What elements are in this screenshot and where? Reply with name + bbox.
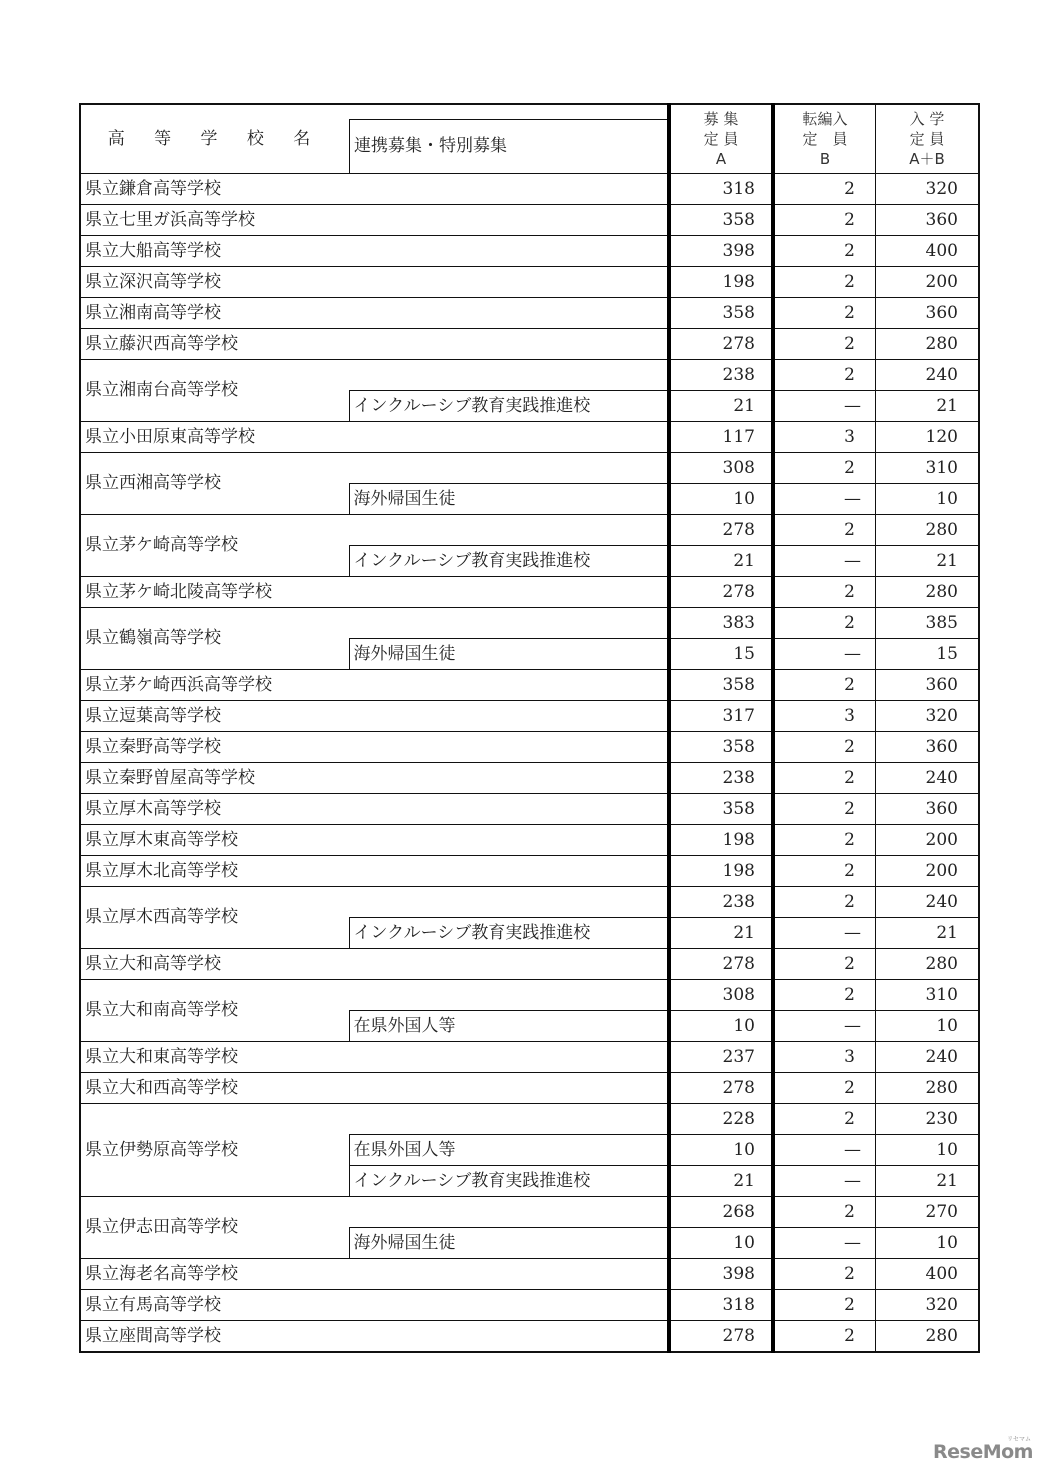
- capacity-a-cell: 358: [669, 670, 773, 701]
- table-body: [80, 174, 979, 1353]
- capacity-a-cell: 10: [669, 1011, 773, 1042]
- school-name-cell: 県立七里ガ浜高等学校: [80, 205, 349, 236]
- transfer-b-cell: 2: [773, 949, 876, 980]
- header-col-a-line1: 募 集: [703, 110, 739, 128]
- special-recruitment-cell: [349, 1073, 669, 1104]
- special-recruitment-cell: 在県外国人等: [349, 1011, 669, 1042]
- transfer-b-cell: 2: [773, 794, 876, 825]
- transfer-b-cell: 2: [773, 205, 876, 236]
- special-recruitment-cell: [349, 949, 669, 980]
- capacity-a-cell: 198: [669, 825, 773, 856]
- capacity-a-cell: 308: [669, 980, 773, 1011]
- special-recruitment-cell: インクルーシブ教育実践推進校: [349, 546, 669, 577]
- header-col-a: [669, 104, 773, 174]
- capacity-a-cell: 383: [669, 608, 773, 639]
- school-name-cell: 県立厚木西高等学校: [80, 887, 349, 949]
- table-row: [80, 174, 979, 205]
- transfer-b-cell: 2: [773, 360, 876, 391]
- special-recruitment-cell: 在県外国人等: [349, 1135, 669, 1166]
- special-recruitment-cell: [349, 1290, 669, 1321]
- transfer-b-cell: 2: [773, 577, 876, 608]
- school-name-cell: 県立小田原東高等学校: [80, 422, 349, 453]
- capacity-a-cell: 21: [669, 1166, 773, 1197]
- table-row: [80, 1290, 979, 1321]
- special-recruitment-cell: [349, 1259, 669, 1290]
- school-name-cell: 県立逗葉高等学校: [80, 701, 349, 732]
- total-ab-cell: 320: [876, 701, 980, 732]
- transfer-b-cell: 2: [773, 608, 876, 639]
- transfer-b-cell: —: [773, 391, 876, 422]
- transfer-b-cell: —: [773, 1166, 876, 1197]
- special-recruitment-cell: 海外帰国生徒: [349, 639, 669, 670]
- transfer-b-cell: —: [773, 639, 876, 670]
- table-row: [80, 670, 979, 701]
- total-ab-cell: 200: [876, 267, 980, 298]
- special-recruitment-cell: [349, 236, 669, 267]
- capacity-a-cell: 278: [669, 515, 773, 546]
- header-col-ab-line3: A＋B: [909, 150, 945, 168]
- school-name-cell: 県立大和南高等学校: [80, 980, 349, 1042]
- capacity-a-cell: 398: [669, 1259, 773, 1290]
- school-name-cell: 県立伊勢原高等学校: [80, 1104, 349, 1197]
- special-recruitment-cell: [349, 670, 669, 701]
- special-recruitment-cell: [349, 298, 669, 329]
- special-recruitment-cell: [349, 856, 669, 887]
- table-row: [80, 1073, 979, 1104]
- table-row: [80, 794, 979, 825]
- total-ab-cell: 360: [876, 794, 980, 825]
- school-name-cell: 県立大船高等学校: [80, 236, 349, 267]
- total-ab-cell: 320: [876, 1290, 980, 1321]
- capacity-a-cell: 358: [669, 732, 773, 763]
- header-col-a-line2: 定 員: [703, 130, 739, 148]
- total-ab-cell: 320: [876, 174, 980, 205]
- total-ab-cell: 280: [876, 577, 980, 608]
- table-row: [80, 608, 979, 639]
- special-recruitment-cell: [349, 825, 669, 856]
- table-row: [80, 236, 979, 267]
- total-ab-cell: 400: [876, 1259, 980, 1290]
- capacity-a-cell: 358: [669, 298, 773, 329]
- resemom-watermark-logo: [933, 1436, 1033, 1463]
- school-name-cell: 県立厚木高等学校: [80, 794, 349, 825]
- table-row: [80, 949, 979, 980]
- transfer-b-cell: 2: [773, 267, 876, 298]
- table-row: [80, 205, 979, 236]
- total-ab-cell: 21: [876, 546, 980, 577]
- special-recruitment-cell: [349, 794, 669, 825]
- table-row: [80, 329, 979, 360]
- total-ab-cell: 240: [876, 887, 980, 918]
- total-ab-cell: 240: [876, 1042, 980, 1073]
- school-name-cell: 県立湘南高等学校: [80, 298, 349, 329]
- transfer-b-cell: 2: [773, 515, 876, 546]
- table-row: [80, 856, 979, 887]
- transfer-b-cell: 2: [773, 856, 876, 887]
- transfer-b-cell: 3: [773, 701, 876, 732]
- transfer-b-cell: —: [773, 918, 876, 949]
- total-ab-cell: 21: [876, 391, 980, 422]
- transfer-b-cell: 2: [773, 1104, 876, 1135]
- total-ab-cell: 10: [876, 1228, 980, 1259]
- capacity-a-cell: 308: [669, 453, 773, 484]
- transfer-b-cell: 2: [773, 732, 876, 763]
- total-ab-cell: 21: [876, 918, 980, 949]
- capacity-a-cell: 318: [669, 174, 773, 205]
- table-row: [80, 1259, 979, 1290]
- special-recruitment-cell: [349, 515, 669, 546]
- total-ab-cell: 280: [876, 1321, 980, 1353]
- table-row: [80, 1197, 979, 1228]
- school-name-cell: 県立茅ケ崎西浜高等学校: [80, 670, 349, 701]
- table-row: [80, 1321, 979, 1353]
- total-ab-cell: 280: [876, 949, 980, 980]
- special-recruitment-cell: インクルーシブ教育実践推進校: [349, 918, 669, 949]
- capacity-a-cell: 278: [669, 949, 773, 980]
- header-col-b-line2: 定 員: [802, 130, 848, 148]
- special-recruitment-cell: [349, 422, 669, 453]
- transfer-b-cell: 2: [773, 453, 876, 484]
- transfer-b-cell: 2: [773, 980, 876, 1011]
- header-col-b-line3: B: [819, 150, 831, 168]
- special-recruitment-cell: [349, 1197, 669, 1228]
- total-ab-cell: 310: [876, 453, 980, 484]
- watermark-brand: ReseMom: [933, 1441, 1033, 1463]
- capacity-a-cell: 117: [669, 422, 773, 453]
- total-ab-cell: 10: [876, 1135, 980, 1166]
- transfer-b-cell: 3: [773, 422, 876, 453]
- special-recruitment-cell: 海外帰国生徒: [349, 484, 669, 515]
- transfer-b-cell: 2: [773, 887, 876, 918]
- capacity-a-cell: 238: [669, 763, 773, 794]
- capacity-a-cell: 268: [669, 1197, 773, 1228]
- table-row: [80, 825, 979, 856]
- capacity-a-cell: 238: [669, 360, 773, 391]
- capacity-a-cell: 278: [669, 329, 773, 360]
- transfer-b-cell: 2: [773, 1321, 876, 1353]
- table-row: [80, 360, 979, 391]
- school-name-cell: 県立大和高等学校: [80, 949, 349, 980]
- table-row: [80, 887, 979, 918]
- capacity-a-cell: 238: [669, 887, 773, 918]
- capacity-a-cell: 398: [669, 236, 773, 267]
- special-recruitment-cell: [349, 1042, 669, 1073]
- transfer-b-cell: —: [773, 1135, 876, 1166]
- transfer-b-cell: —: [773, 484, 876, 515]
- total-ab-cell: 270: [876, 1197, 980, 1228]
- special-recruitment-cell: [349, 267, 669, 298]
- special-recruitment-cell: [349, 453, 669, 484]
- table-row: [80, 577, 979, 608]
- table-header-row: [80, 104, 979, 174]
- transfer-b-cell: 2: [773, 1073, 876, 1104]
- table-row: [80, 763, 979, 794]
- transfer-b-cell: 2: [773, 1290, 876, 1321]
- total-ab-cell: 310: [876, 980, 980, 1011]
- total-ab-cell: 360: [876, 670, 980, 701]
- total-ab-cell: 15: [876, 639, 980, 670]
- transfer-b-cell: 2: [773, 1259, 876, 1290]
- header-col-a-line3: A: [715, 150, 727, 168]
- school-name-cell: 県立大和西高等学校: [80, 1073, 349, 1104]
- school-name-cell: 県立藤沢西高等学校: [80, 329, 349, 360]
- table-row: [80, 980, 979, 1011]
- school-name-cell: 県立厚木東高等学校: [80, 825, 349, 856]
- header-col-ab-line2: 定 員: [909, 130, 945, 148]
- capacity-a-cell: 278: [669, 1321, 773, 1353]
- total-ab-cell: 240: [876, 763, 980, 794]
- capacity-a-cell: 198: [669, 267, 773, 298]
- capacity-a-cell: 317: [669, 701, 773, 732]
- total-ab-cell: 385: [876, 608, 980, 639]
- table-row: [80, 298, 979, 329]
- special-recruitment-cell: [349, 174, 669, 205]
- header-col-b: [773, 104, 876, 174]
- header-school-name: 高 等 学 校 名: [80, 104, 349, 174]
- special-recruitment-cell: [349, 980, 669, 1011]
- capacity-a-cell: 15: [669, 639, 773, 670]
- capacity-a-cell: 278: [669, 1073, 773, 1104]
- school-name-cell: 県立鎌倉高等学校: [80, 174, 349, 205]
- transfer-b-cell: —: [773, 1228, 876, 1259]
- capacity-a-cell: 10: [669, 484, 773, 515]
- total-ab-cell: 280: [876, 329, 980, 360]
- special-recruitment-cell: [349, 329, 669, 360]
- total-ab-cell: 120: [876, 422, 980, 453]
- header-special-wrap: [349, 104, 669, 174]
- special-recruitment-cell: インクルーシブ教育実践推進校: [349, 1166, 669, 1197]
- header-col-ab-line1: 入 学: [909, 110, 945, 128]
- school-name-cell: 県立大和東高等学校: [80, 1042, 349, 1073]
- total-ab-cell: 280: [876, 1073, 980, 1104]
- school-name-cell: 県立厚木北高等学校: [80, 856, 349, 887]
- school-name-cell: 県立秦野高等学校: [80, 732, 349, 763]
- special-recruitment-cell: [349, 701, 669, 732]
- total-ab-cell: 10: [876, 1011, 980, 1042]
- school-name-cell: 県立茅ケ崎北陵高等学校: [80, 577, 349, 608]
- special-recruitment-cell: [349, 608, 669, 639]
- capacity-table-sheet: [79, 103, 980, 1353]
- school-name-cell: 県立有馬高等学校: [80, 1290, 349, 1321]
- total-ab-cell: 240: [876, 360, 980, 391]
- transfer-b-cell: 2: [773, 1197, 876, 1228]
- school-name-cell: 県立茅ケ崎高等学校: [80, 515, 349, 577]
- school-name-cell: 県立深沢高等学校: [80, 267, 349, 298]
- table-row: [80, 422, 979, 453]
- special-recruitment-cell: [349, 205, 669, 236]
- school-name-cell: 県立秦野曽屋高等学校: [80, 763, 349, 794]
- total-ab-cell: 360: [876, 298, 980, 329]
- total-ab-cell: 360: [876, 732, 980, 763]
- total-ab-cell: 230: [876, 1104, 980, 1135]
- capacity-a-cell: 278: [669, 577, 773, 608]
- transfer-b-cell: —: [773, 546, 876, 577]
- table-row: [80, 732, 979, 763]
- table-row: [80, 267, 979, 298]
- special-recruitment-cell: 海外帰国生徒: [349, 1228, 669, 1259]
- special-recruitment-cell: [349, 577, 669, 608]
- capacity-a-cell: 21: [669, 546, 773, 577]
- table-row: [80, 515, 979, 546]
- header-col-ab: [876, 104, 980, 174]
- transfer-b-cell: 2: [773, 298, 876, 329]
- transfer-b-cell: —: [773, 1011, 876, 1042]
- table-row: [80, 701, 979, 732]
- special-recruitment-cell: [349, 732, 669, 763]
- special-recruitment-cell: インクルーシブ教育実践推進校: [349, 391, 669, 422]
- table-row: [80, 453, 979, 484]
- capacity-a-cell: 10: [669, 1228, 773, 1259]
- total-ab-cell: 200: [876, 825, 980, 856]
- school-capacity-table: [79, 103, 980, 1353]
- capacity-a-cell: 198: [669, 856, 773, 887]
- transfer-b-cell: 2: [773, 670, 876, 701]
- capacity-a-cell: 237: [669, 1042, 773, 1073]
- special-recruitment-cell: [349, 1321, 669, 1353]
- capacity-a-cell: 228: [669, 1104, 773, 1135]
- special-recruitment-cell: [349, 360, 669, 391]
- transfer-b-cell: 3: [773, 1042, 876, 1073]
- capacity-a-cell: 358: [669, 205, 773, 236]
- total-ab-cell: 10: [876, 484, 980, 515]
- total-ab-cell: 21: [876, 1166, 980, 1197]
- transfer-b-cell: 2: [773, 236, 876, 267]
- total-ab-cell: 280: [876, 515, 980, 546]
- school-name-cell: 県立湘南台高等学校: [80, 360, 349, 422]
- watermark-kana: リセマム: [1007, 1436, 1031, 1443]
- school-name-cell: 県立伊志田高等学校: [80, 1197, 349, 1259]
- special-recruitment-cell: [349, 887, 669, 918]
- total-ab-cell: 200: [876, 856, 980, 887]
- special-recruitment-cell: [349, 763, 669, 794]
- capacity-a-cell: 21: [669, 391, 773, 422]
- total-ab-cell: 360: [876, 205, 980, 236]
- capacity-a-cell: 318: [669, 1290, 773, 1321]
- school-name-cell: 県立西湘高等学校: [80, 453, 349, 515]
- table-row: [80, 1042, 979, 1073]
- transfer-b-cell: 2: [773, 174, 876, 205]
- total-ab-cell: 400: [876, 236, 980, 267]
- transfer-b-cell: 2: [773, 329, 876, 360]
- transfer-b-cell: 2: [773, 825, 876, 856]
- school-name-cell: 県立海老名高等学校: [80, 1259, 349, 1290]
- header-special-recruitment: 連携募集・特別募集: [349, 119, 667, 173]
- capacity-a-cell: 358: [669, 794, 773, 825]
- transfer-b-cell: 2: [773, 763, 876, 794]
- header-col-b-line1: 転編入: [802, 110, 848, 128]
- school-name-cell: 県立座間高等学校: [80, 1321, 349, 1353]
- school-name-cell: 県立鶴嶺高等学校: [80, 608, 349, 670]
- table-row: [80, 1104, 979, 1135]
- capacity-a-cell: 10: [669, 1135, 773, 1166]
- special-recruitment-cell: [349, 1104, 669, 1135]
- capacity-a-cell: 21: [669, 918, 773, 949]
